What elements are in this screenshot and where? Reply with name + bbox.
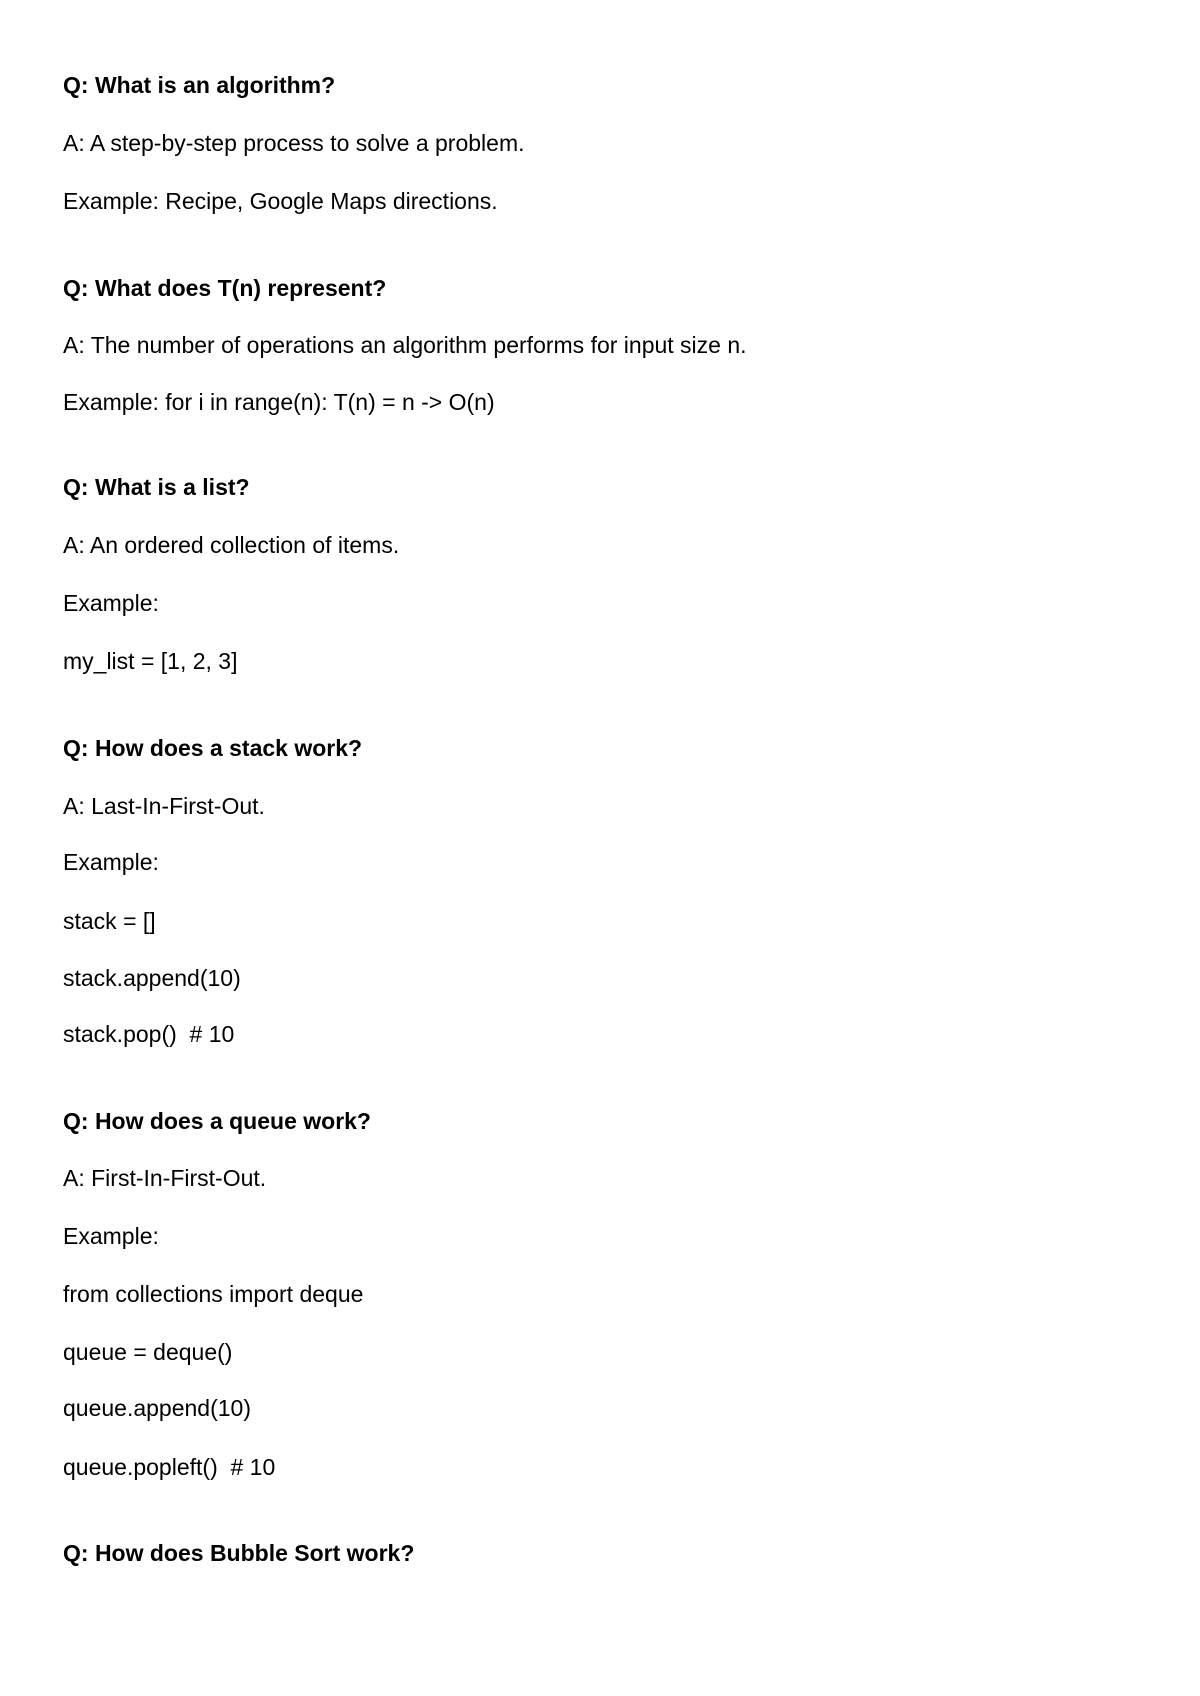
example-label: Example: [63,849,159,875]
example-label: Example: [63,1223,159,1249]
code-line: stack.pop() # 10 [63,1021,235,1047]
answer-line: A: A step-by-step process to solve a problem. [63,130,525,156]
code-line: queue.append(10) [63,1395,251,1421]
code-line: my_list = [1, 2, 3] [63,648,238,674]
answer-line: A: The number of operations an algorithm performs for input size n. [63,332,747,358]
code-line: stack.append(10) [63,965,241,991]
question-t-of-n: Q: What does T(n) represent? [63,275,387,301]
code-line: stack = [] [63,908,156,934]
question-algorithm: Q: What is an algorithm? [63,72,336,98]
question-list: Q: What is a list? [63,474,250,500]
example-label: Example: [63,590,159,616]
answer-line: A: Last-In-First-Out. [63,793,265,819]
question-queue: Q: How does a queue work? [63,1108,371,1134]
code-line: from collections import deque [63,1281,364,1307]
answer-line: A: First-In-First-Out. [63,1165,267,1191]
code-line: queue.popleft() # 10 [63,1454,276,1480]
example-line: Example: for i in range(n): T(n) = n -> O(n) [63,389,495,415]
example-line: Example: Recipe, Google Maps directions. [63,188,498,214]
question-stack: Q: How does a stack work? [63,735,363,761]
question-bubble-sort: Q: How does Bubble Sort work? [63,1540,415,1566]
answer-line: A: An ordered collection of items. [63,532,400,558]
code-line: queue = deque() [63,1339,233,1365]
